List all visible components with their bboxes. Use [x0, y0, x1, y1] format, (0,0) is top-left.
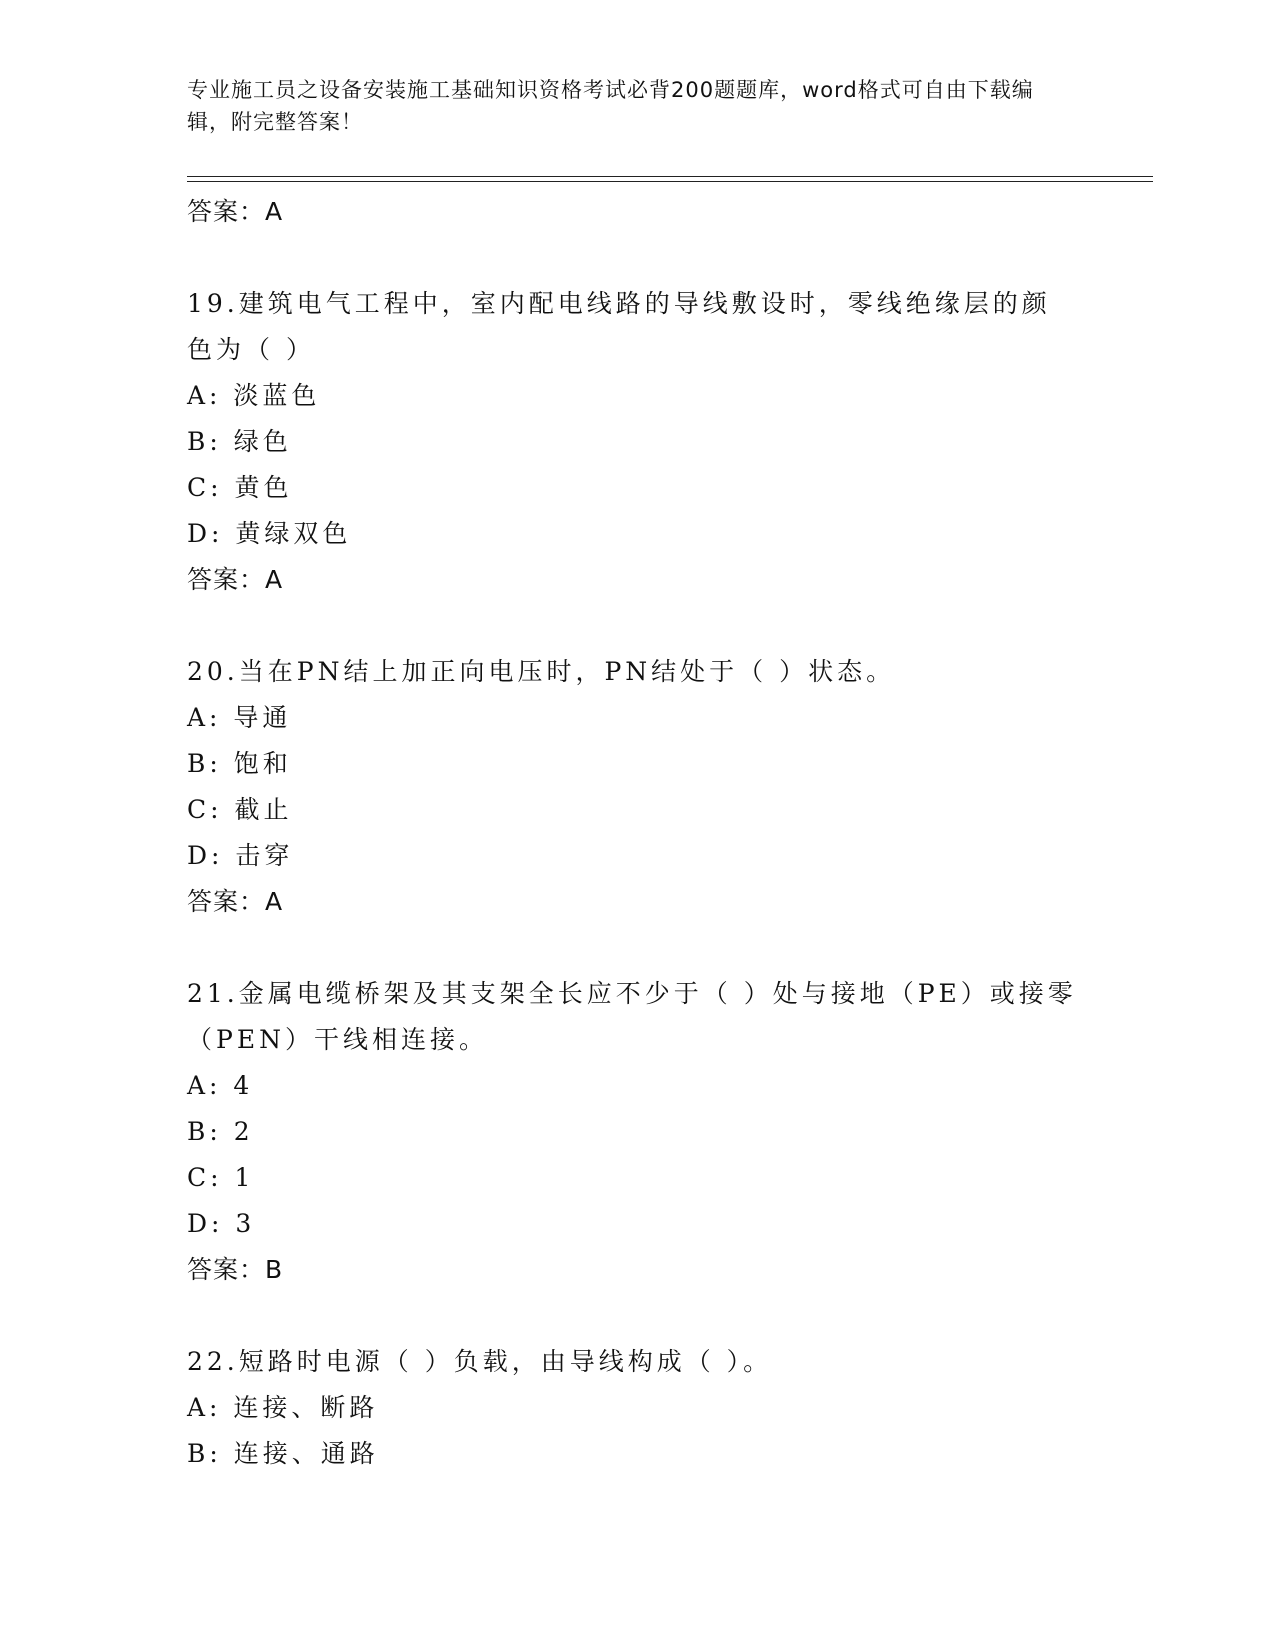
option-b: B: 连接、通路 [187, 1439, 379, 1468]
question-22 [187, 1339, 1153, 1477]
document-header: 专业施工员之设备安装施工基础知识资格考试必背200题题库，word格式可自由下载编辑，附完整答案！ [187, 78, 1034, 134]
option-c: C: 截止 [187, 795, 293, 824]
question-stem: 20.当在PN结上加正向电压时，PN结处于（ ）状态。 [187, 657, 896, 686]
option-c: C: 黄色 [187, 473, 293, 502]
option-d: D: 击穿 [187, 841, 294, 870]
header-divider-line-secondary [187, 181, 1153, 182]
option-a: A: 导通 [187, 703, 292, 732]
question-stem: 22.短路时电源（ ）负载，由导线构成（ ）。 [187, 1347, 773, 1376]
option-b: B: 绿色 [187, 427, 292, 456]
question-answer: 答案：B [187, 1255, 284, 1284]
question-list [187, 189, 1153, 1523]
option-d: D: 3 [187, 1209, 256, 1238]
option-d: D: 黄绿双色 [187, 519, 352, 548]
question-stem: 19.建筑电气工程中，室内配电线路的导线敷设时，零线绝缘层的颜色为（ ） [187, 289, 1051, 364]
question-answer: 答案：A [187, 887, 284, 916]
question-20 [187, 649, 1153, 925]
question-19 [187, 281, 1153, 603]
option-b: B: 2 [187, 1117, 254, 1146]
option-c: C: 1 [187, 1163, 255, 1192]
option-a: A: 4 [187, 1071, 254, 1100]
previous-answer: 答案：A [187, 197, 284, 226]
option-a: A: 淡蓝色 [187, 381, 321, 410]
header-divider-line [187, 176, 1153, 177]
question-21 [187, 971, 1153, 1293]
option-b: B: 饱和 [187, 749, 292, 778]
question-stem: 21.金属电缆桥架及其支架全长应不少于（ ）处与接地（PE）或接零（PEN）干线相连接。 [187, 979, 1077, 1054]
question-answer: 答案：A [187, 565, 284, 594]
option-a: A: 连接、断路 [187, 1393, 379, 1422]
